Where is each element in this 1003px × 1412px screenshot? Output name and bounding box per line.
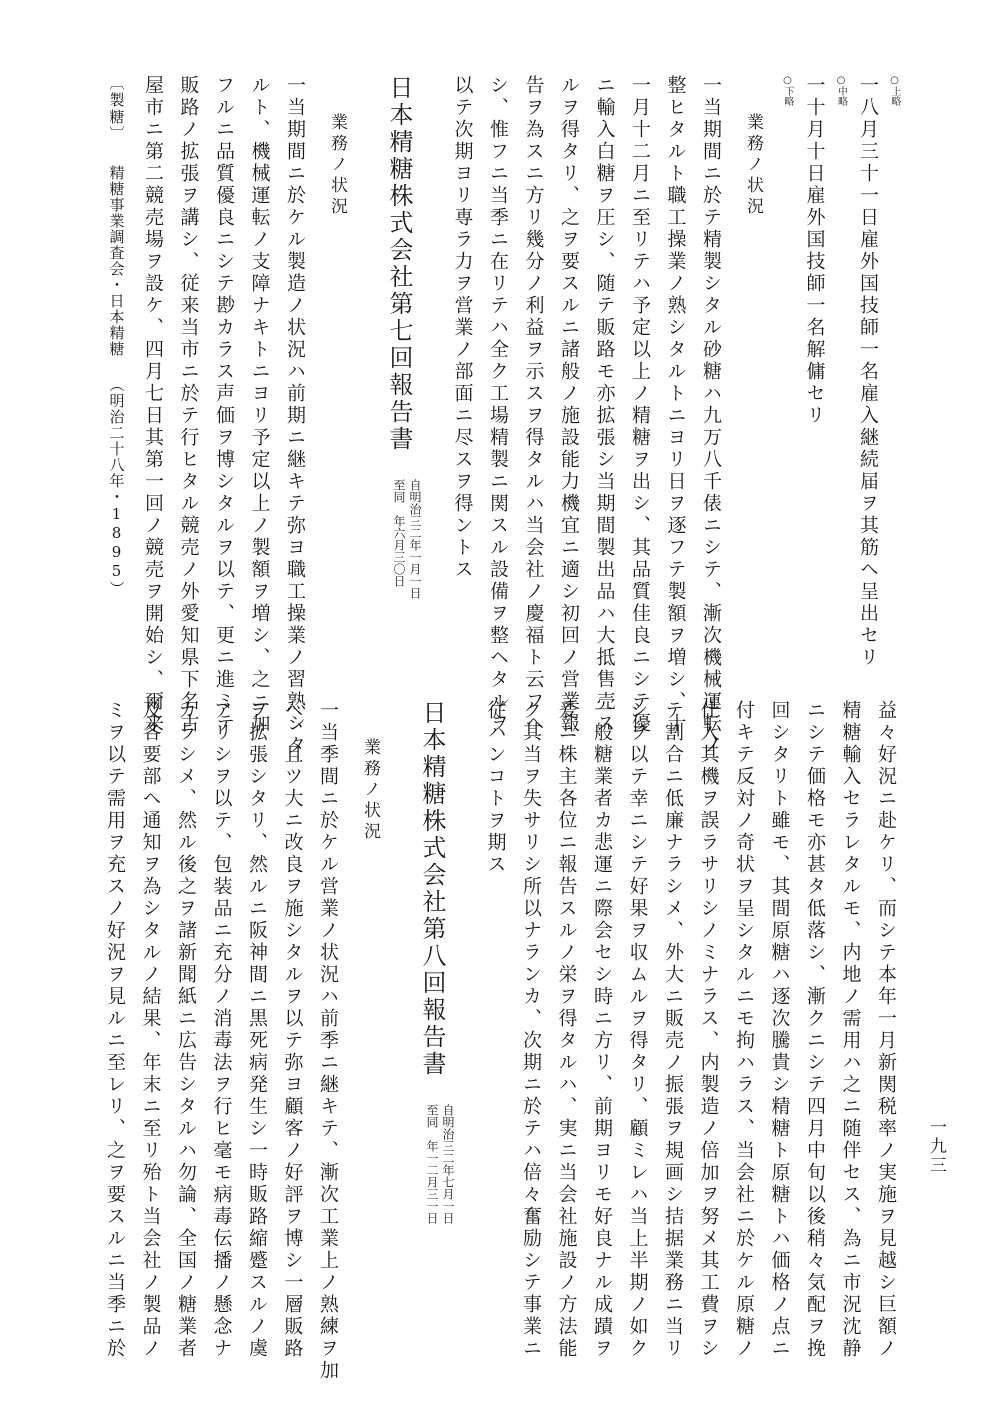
body-line: フルニ品質優良ニシテ尠カラス声価ヲ博シタルヲ以テ、更ニ進ミテ <box>213 75 235 735</box>
body-line: 一当季間ニ於ケル営業ノ状況ハ前季ニ継キテ、漸次工業上ノ熟練ヲ加 <box>317 700 339 1382</box>
body-line: 屋市ニ第二競売場ヲ設ケ、四月七日其第一回ノ競売ヲ開始シ、爾来 <box>142 75 164 735</box>
section-heading: 業務ノ状況 <box>327 113 347 218</box>
omission-note-middle: ○中略 <box>835 75 847 106</box>
body-line: 一般糖業者カ悲運ニ際会セシ時ニ方リ、前期ヨリモ好良ナル成蹟ヲ <box>591 700 613 1360</box>
entry-line: 一八月三十一日雇外国技師一名雇入継続届ヲ其筋ヘ呈出セリ <box>857 75 879 669</box>
body-line: シ、惟フニ当季ニ在リテハ全ク工場精製ニ関スル設備ヲ整ヘタルヲ <box>487 75 509 735</box>
footer-source: 精糖事業調査会・日本精糖 <box>107 165 126 357</box>
body-line: テ割合ニ低廉ナラシメ、外大ニ販売ノ振張ヲ規画シ拮据業務ニ当リ <box>662 700 684 1360</box>
footer-category: 〔製糖〕 <box>107 75 126 143</box>
entry-line: 一十月十日雇外国技師一名解傭セリ <box>803 75 826 427</box>
report-8-title: 日本精糖株式会社第八回報告書 <box>418 700 446 1078</box>
running-footer <box>99 75 135 645</box>
body-line: ミヲ以テ需用ヲ充スノ好況ヲ見ルニ至レリ、之ヲ要スルニ当季ニ於 <box>104 700 126 1360</box>
report-8-title-block <box>403 700 461 1300</box>
body-line: ニシテ価格モ亦甚タ低落シ、漸クニシテ四月中旬以後稍々気配ヲ挽 <box>804 700 826 1360</box>
body-line: 販路ノ拡張ヲ講シ、従来当市ニ於テ行ヒタル競売ノ外愛知県下名古 <box>177 75 200 735</box>
upper-text-band <box>89 75 904 757</box>
body-line: 爰ニ株主各位ニ報告スルノ栄ヲ得タルハ、実ニ当会社施設ノ方法能 <box>555 700 578 1360</box>
report-7-title: 日本精糖株式会社第七回報告書 <box>385 75 413 453</box>
body-line: 整ヒタルト職工操業ノ熟シタルトニヨリ日ヲ逐フテ製額ヲ増シ、十 <box>664 75 687 735</box>
report-8-period <box>424 1104 456 1224</box>
report-7-title-block <box>370 75 428 645</box>
body-line: 精糖輸入セラレタルモ、内地ノ需用ハ之ニ随伴セス、為ニ市況沈静 <box>839 700 862 1360</box>
page-number: 一九三 <box>926 1118 946 1175</box>
body-line: 益々好況ニ赴ケリ、而シテ本年一月新関税率ノ実施ヲ見越シ巨額ノ <box>875 700 897 1360</box>
footer-era: （明治二十八年・1895） <box>107 377 126 597</box>
body-line: 一当期間ニ於ケル製造ノ状況ハ前期ニ継キテ弥ヨ職工操業ノ習熟シタ <box>284 75 306 757</box>
report-7-period <box>391 479 423 599</box>
body-line: アリシヲ以テ、包装品ニ充分ノ消毒法ヲ行ヒ毫モ病毒伝播ノ懸念ナ <box>210 700 233 1360</box>
body-line: 一当期間ニ於テ精製シタル砂糖ハ九万八千俵ニシテ、漸次機械運転ノ <box>700 75 722 757</box>
body-line: ルト、機械運転ノ支障ナキトニヨリ予定以上ノ製額ヲ増シ、之ニ加 <box>248 75 271 735</box>
body-line: 及各要部ヘ通知ヲ為シタルノ結果、年末ニ至リ殆ト当会社ノ製品ノ <box>139 700 162 1360</box>
report-8-period-to: 至同 年一二月三一日 <box>425 1104 439 1224</box>
body-line: ルヲ得タリ、之ヲ要スルニ諸般ノ施設能力機宜ニ適シ初回ノ営業報 <box>558 75 580 735</box>
body-line: ク其当ヲ失サリシ所以ナランカ、次期ニ於テハ倍々奮励シテ事業ニ <box>520 700 542 1360</box>
omission-note-above: ○上略 <box>889 75 900 106</box>
body-line: 告ヲ為スニ方リ幾分ノ利益ヲ示スヲ得タルハ当会社ノ慶福ト云フヘ <box>522 75 545 735</box>
section-heading: 業務ノ状況 <box>743 113 763 218</box>
body-line: 付キテ反対ノ奇状ヲ呈シタルニモ拘ハラス、当会社ニ於ケル原糖ノ <box>733 700 755 1360</box>
body-line: 従ハンコトヲ期ス <box>484 700 507 876</box>
body-line: 以テ次期ヨリ専ラ力ヲ営業ノ部面ニ尽スヲ得ントス <box>451 75 474 581</box>
omission-note-below: ○下略 <box>782 75 793 106</box>
report-7-period-from: 自明治三二年一月一日 <box>408 479 422 599</box>
body-line: 一月十二月ニ至リテハ予定以上ノ精糖ヲ出シ、其品質佳良ニシテ優 <box>629 75 651 735</box>
report-7-period-to: 至同 年六月三〇日 <box>392 479 406 587</box>
body-line: 仕入其機ヲ誤ラサリシノミナラス、内製造ノ倍加ヲ努メ其工費ヲシ <box>697 700 720 1360</box>
lower-text-band <box>97 700 904 1382</box>
body-line: 回シタリト雖モ、其間原糖ハ逐次騰貴シ精糖ト原糖トハ価格ノ点ニ <box>768 700 791 1360</box>
body-line: シヲ以テ幸ニシテ好果ヲ収ムルヲ得タリ、顧ミレハ当上半期ノ如ク <box>626 700 649 1360</box>
section-heading: 業務ノ状況 <box>360 738 380 843</box>
body-line: ヲ拡張シタリ、然ルニ阪神間ニ黒死病発生シ一時販路縮蹙スルノ虞 <box>246 700 268 1360</box>
body-line: カラシメ、然ル後之ヲ諸新聞紙ニ広告シタルハ勿論、全国ノ糖業者 <box>175 700 197 1360</box>
report-8-period-from: 自明治三二年七月一日 <box>441 1104 455 1224</box>
body-line: ニ輸入白糖ヲ圧シ、随テ販路モ亦拡張シ当期間製出品ハ大抵售売ス <box>593 75 616 735</box>
body-line: ヘ、且ツ大ニ改良ヲ施シタルヲ以テ弥ヨ顧客ノ好評ヲ博シ一層販路 <box>281 700 304 1360</box>
